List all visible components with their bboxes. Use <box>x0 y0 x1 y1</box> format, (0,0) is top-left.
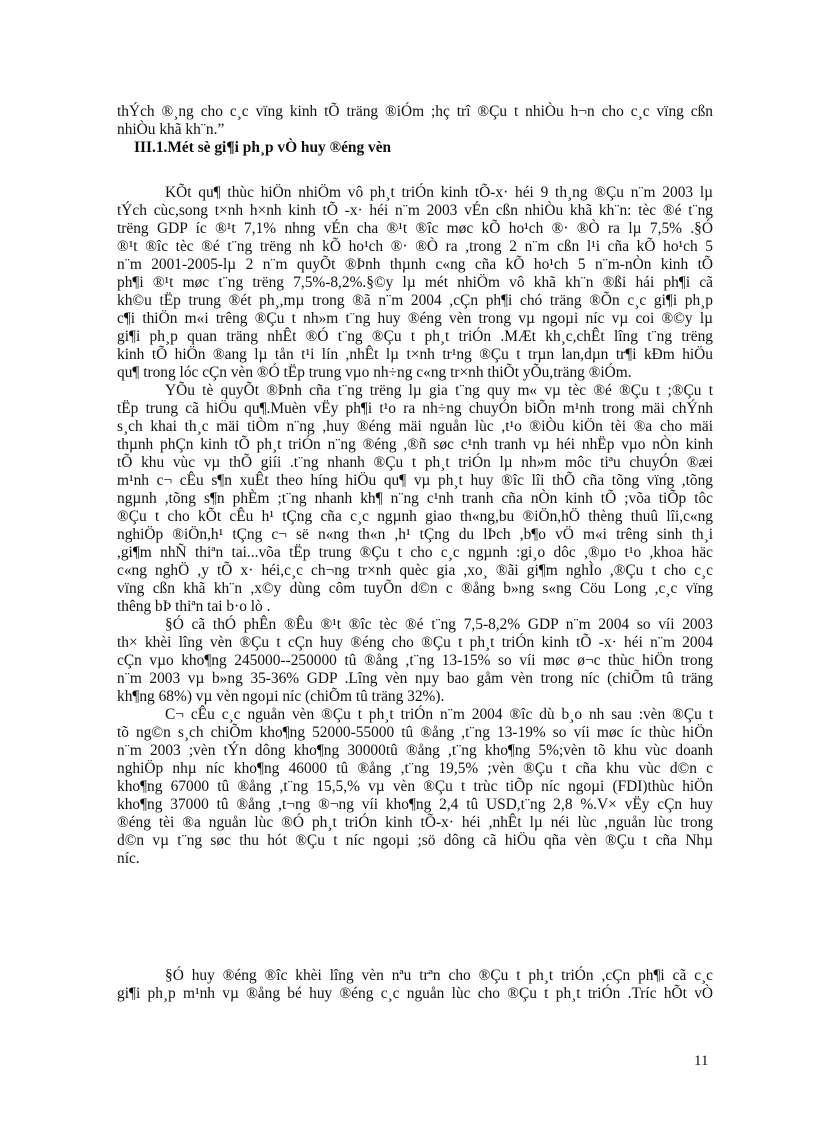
body-text-line: kho¶ng 67000 tû ®ång ,t¨ng 15,5,% vµ vèn ®Çu t trùc tiÕp níc ngoµi (FDI)thùc hiÖn <box>117 778 713 795</box>
body-text-line: ®Çu t cho kÕt cÊu h¹ tÇng cña c¸c ngµnh giao th«ng,bu ®iÖn,hÖ thèng thuû lîi,c«ng <box>117 508 713 525</box>
body-text-line: kh¶ng 68%) vµ vèn ngoµi níc (chiÕm tû träng 32%). <box>117 688 445 705</box>
body-text-line: cÇn vµo kho¶ng 245000--250000 tû ®ång ,t¨ng 13-15% so víi møc ø¬c thùc hiÖn trong <box>117 652 713 669</box>
body-text-line: nghiÖp nhµ níc kho¶ng 46000 tû ®ång ,t¨ng 19,5% ;vèn ®Çu t cña khu vùc d©n c <box>117 760 713 777</box>
body-text-line: ®¹t ®îc tèc ®é t¨ng trëng nh kÕ ho¹ch ®· ®Ò ra ,trong 2 n¨m cßn l¹i cña kÕ ho¹ch 5 <box>117 238 713 255</box>
body-text-line: tõ ng©n s¸ch chiÕm kho¶ng 52000-55000 tû ®ång ,t¨ng 13-19% so víi møc íc thùc hiÖn <box>117 724 713 741</box>
body-text-line: vïng cßn khã kh¨n ,x©y dùng côm tuyÕn d©n c ®ång b»ng s«ng Cöu Long ,c¸c vïng <box>117 580 713 597</box>
body-text-line: c«ng nghÖ ,y tÕ x· héi,c¸c ch¬ng tr×nh quèc gia ,xo¸ ®ãi gi¶m nghÌo ,®Çu t cho c¸c <box>117 562 713 579</box>
body-text-line: kinh tÕ hiÖn ®ang lµ tån t¹i lín ,nhÊt lµ t×nh tr¹ng ®Çu t trµn lan,dµn tr¶i kÐm hiÖu <box>117 346 713 363</box>
body-text-line: c¶i thiÖn m«i trêng ®Çu t nh»m t¨ng huy ®éng vèn trong vµ ngoµi níc vµ coi ®©y lµ <box>117 310 713 327</box>
body-text-line: C¬ cÊu c¸c nguån vèn ®Çu t ph¸t triÓn n¨m 2004 ®îc dù b¸o nh sau :vèn ®Çu t <box>165 706 713 723</box>
body-text-line: ngµnh ,tõng s¶n phÈm ;t¨ng nhanh kh¶ n¨ng c¹nh tranh cña nÒn kinh tÕ ;võa tiÕp tôc <box>117 490 713 507</box>
body-text-line: thêng bÞ thiªn tai b·o lò . <box>117 598 271 615</box>
body-text-line: KÕt qu¶ thùc hiÖn nhiÖm vô ph¸t triÓn kinh tÕ-x· héi 9 th¸ng ®Çu n¨m 2003 lµ <box>165 184 713 201</box>
body-text-line: ph¶i ®¹t møc t¨ng trëng 7,5%-8,2%.§©y lµ mét nhiÖm vô khã kh¨n ®ßi hái ph¶i cã <box>117 274 713 291</box>
body-text-line: tÝch cùc,song t×nh h×nh kinh tÕ -x· héi n¨m 2003 vÉn cßn nhiÒu khã kh¨n: tèc ®é t¨ng <box>117 202 713 219</box>
body-text-line: nhiÒu khã kh¨n.” <box>117 121 225 138</box>
body-text-line: qu¶ trong lóc cÇn vèn ®Ó tËp trung vµo nh÷ng c«ng tr×nh thiÕt yÕu,träng ®iÓm. <box>117 364 632 381</box>
page-number: 11 <box>694 1053 709 1069</box>
body-text-line: thÝch ®¸ng cho c¸c vïng kinh tÕ träng ®iÓm ;hç trî ®Çu t nhiÒu h¬n cho c¸c vïng cßn <box>117 103 713 120</box>
body-text-line: níc. <box>117 850 140 867</box>
body-text-line: YÕu tè quyÕt ®Þnh cña t¨ng trëng lµ gia t¨ng quy m« vµ tèc ®é ®Çu t ;®Çu t <box>165 382 713 399</box>
body-text-line: n¨m 2003 vµ b»ng 35-36% GDP .Lîng vèn nµy bao gåm vèn trong níc (chiÕm tû träng <box>117 670 713 687</box>
body-text-line: tËp trung cã hiÖu qu¶.Muèn vËy ph¶i t¹o ra nh÷ng chuyÓn biÕn m¹nh trong mäi chÝnh <box>117 400 713 417</box>
body-text-line: s¸ch khai th¸c mäi tiÒm n¨ng ,huy ®éng mäi nguån lùc ,t¹o ®iÒu kiÖn tèi ®a cho mäi <box>117 418 713 435</box>
body-text-line: kh©u tËp trung ®ét ph¸,mµ trong ®ã n¨m 2004 ,cÇn ph¶i chó träng ®Õn c¸c gi¶i ph¸p <box>117 292 713 309</box>
body-text-line: §Ó huy ®éng ®îc khèi lîng vèn nªu trªn cho ®Çu t ph¸t triÓn ,cÇn ph¶i cã c¸c <box>165 967 713 984</box>
body-text-line: gi¶i ph¸p quan träng nhÊt ®Ó t¨ng ®Çu t ph¸t triÓn .MÆt kh¸c,chÊt lîng t¨ng trëng <box>117 328 713 345</box>
body-text-line: n¨m 2001-2005-lµ 2 n¨m quyÕt ®Þnh thµnh c«ng cña kÕ ho¹ch 5 n¨m-nÒn kinh tÕ <box>117 256 713 273</box>
body-text-line: n¨m 2003 ;vèn tÝn dông kho¶ng 30000tû ®ång ,t¨ng kho¶ng 5%;vèn tõ khu vùc doanh <box>117 742 713 759</box>
body-text-line: trëng GDP íc ®¹t 7,1% nhng vÉn cha ®¹t ®îc møc kÕ ho¹ch ®· ®Ò ra lµ 7,5% .§Ó <box>117 220 713 237</box>
body-text-line: d©n vµ t¨ng søc thu hót ®Çu t níc ngoµi ;sö dông cã hiÖu qña vèn ®Çu t cña Nhµ <box>117 832 713 849</box>
body-text-line: ®éng tèi ®a nguån lùc ®Ó ph¸t triÓn kinh tÕ-x· héi ,nhÊt lµ néi lùc ,nguån lùc trong <box>117 814 713 831</box>
body-text-line: nghiÖp ®iÖn,h¹ tÇng c¬ së n«ng th«n ,h¹ tÇng du lÞch ,b¶o vÖ m«i trêng sinh th¸i <box>117 526 713 543</box>
body-text-line: §Ó cã thÓ phÊn ®Êu ®¹t ®îc tèc ®é t¨ng 7,5-8,2% GDP n¨m 2004 so víi 2003 <box>165 616 713 633</box>
body-text-line: kho¶ng 37000 tû ®ång ,t¬ng ®¬ng víi kho¶ng 2,4 tû USD,t¨ng 2,8 %.V× vËy cÇn huy <box>117 796 713 813</box>
body-text-line: m¹nh c¬ cÊu s¶n xuÊt theo híng hiÖu qu¶ vµ ph¸t huy ®îc lîi thÕ cña tõng vïng ,tõng <box>117 472 713 489</box>
section-heading: III.1.Mét sè gi¶i ph¸p vÒ huy ®éng vèn <box>134 139 392 156</box>
body-text-line: ,gi¶m nhÑ thiªn tai...võa tËp trung ®Çu t cho c¸c ngµnh :gi¸o dôc ,®µo t¹o ,khoa häc <box>117 544 713 561</box>
body-text-line: thµnh phÇn kinh tÕ ph¸t triÓn n¨ng ®éng ,®ñ søc c¹nh tranh vµ héi nhËp vµo nÒn kinh <box>117 436 713 453</box>
body-text-line: tÕ khu vùc vµ thÕ giíi .t¨ng nhanh ®Çu t ph¸t triÓn lµ nh»m môc tiªu chuyÓn ®æi <box>117 454 713 471</box>
body-text-line: th× khèi lîng vèn ®Çu t cÇn huy ®éng cho ®Çu t ph¸t triÓn kinh tÕ -x· héi n¨m 2004 <box>117 634 713 651</box>
body-text-line: gi¶i ph¸p m¹nh vµ ®ång bé huy ®éng c¸c nguån lùc cho ®Çu t ph¸t triÓn .Tríc hÕt vÒ <box>117 985 713 1002</box>
